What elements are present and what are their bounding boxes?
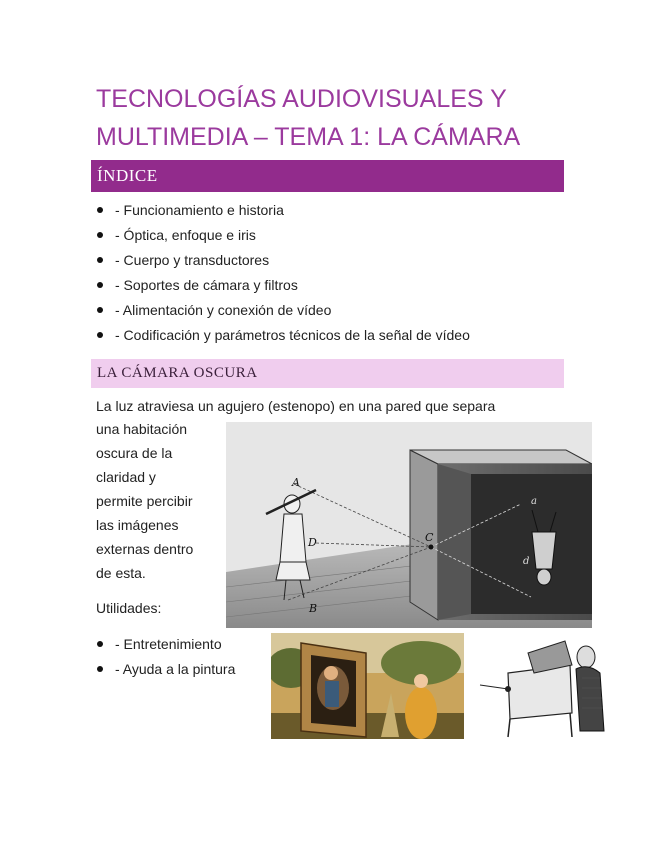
utilities-label: Utilidades: [96, 600, 162, 616]
list-item [96, 298, 470, 323]
list-item [96, 632, 235, 657]
bullet-icon [97, 232, 103, 238]
list-item [96, 323, 470, 348]
label-a-upper: A [292, 476, 300, 489]
list-item [96, 273, 470, 298]
bullet-icon [97, 207, 103, 213]
paragraph-line: de esta. [96, 565, 146, 581]
list-item-text: - Codificación y parámetros técnicos de la señal de vídeo [115, 327, 470, 343]
page-title [96, 80, 576, 156]
camera-obscura-painting [271, 633, 464, 739]
label-c-upper: C [425, 531, 434, 544]
label-b-upper: B [309, 602, 318, 615]
list-item-text: - Entretenimiento [115, 636, 222, 652]
index-list [96, 198, 470, 348]
paragraph-first-line: La luz atraviesa un agujero (estenopo) en una pared que separa [96, 398, 496, 414]
list-item-text: - Ayuda a la pintura [115, 661, 236, 677]
list-item-text: - Óptica, enfoque e iris [115, 227, 256, 243]
camera-obscura-engraving [470, 633, 610, 741]
label-d-lower: d [523, 556, 530, 567]
bullet-icon [97, 282, 103, 288]
list-item-text: - Cuerpo y transductores [115, 252, 270, 268]
paragraph-line: las imágenes [96, 517, 179, 533]
paragraph-line: claridad y [96, 469, 156, 485]
paragraph-line: permite percibir [96, 493, 193, 509]
list-item [96, 248, 470, 273]
title-line-2: MULTIMEDIA – TEMA 1: LA CÁMARA [96, 123, 521, 151]
list-item-text: - Funcionamiento e historia [115, 202, 284, 218]
list-item-text: - Soportes de cámara y filtros [115, 277, 298, 293]
paragraph-line: oscura de la [96, 445, 173, 461]
list-item [96, 223, 470, 248]
painting-drawing [271, 633, 464, 739]
list-item-text: - Alimentación y conexión de vídeo [115, 302, 332, 318]
paragraph-line: una habitación [96, 421, 188, 437]
list-item [96, 198, 470, 223]
label-a-lower: a [531, 496, 537, 507]
paragraph-wrapped-text [96, 417, 221, 585]
index-heading: ÍNDICE [91, 160, 564, 192]
engraving-drawing [470, 633, 610, 741]
label-d-upper: D [308, 536, 317, 549]
title-line-1: TECNOLOGÍAS AUDIOVISUALES Y [96, 85, 507, 113]
paragraph-line: externas dentro [96, 541, 194, 557]
bullet-icon [97, 257, 103, 263]
utilities-list [96, 632, 235, 682]
camera-obscura-drawing [226, 422, 592, 628]
bullet-icon [97, 307, 103, 313]
bullet-icon [97, 666, 103, 672]
camera-obscura-illustration [226, 422, 592, 628]
section-heading: LA CÁMARA OSCURA [91, 359, 564, 388]
bullet-icon [97, 332, 103, 338]
list-item [96, 657, 235, 682]
bullet-icon [97, 641, 103, 647]
